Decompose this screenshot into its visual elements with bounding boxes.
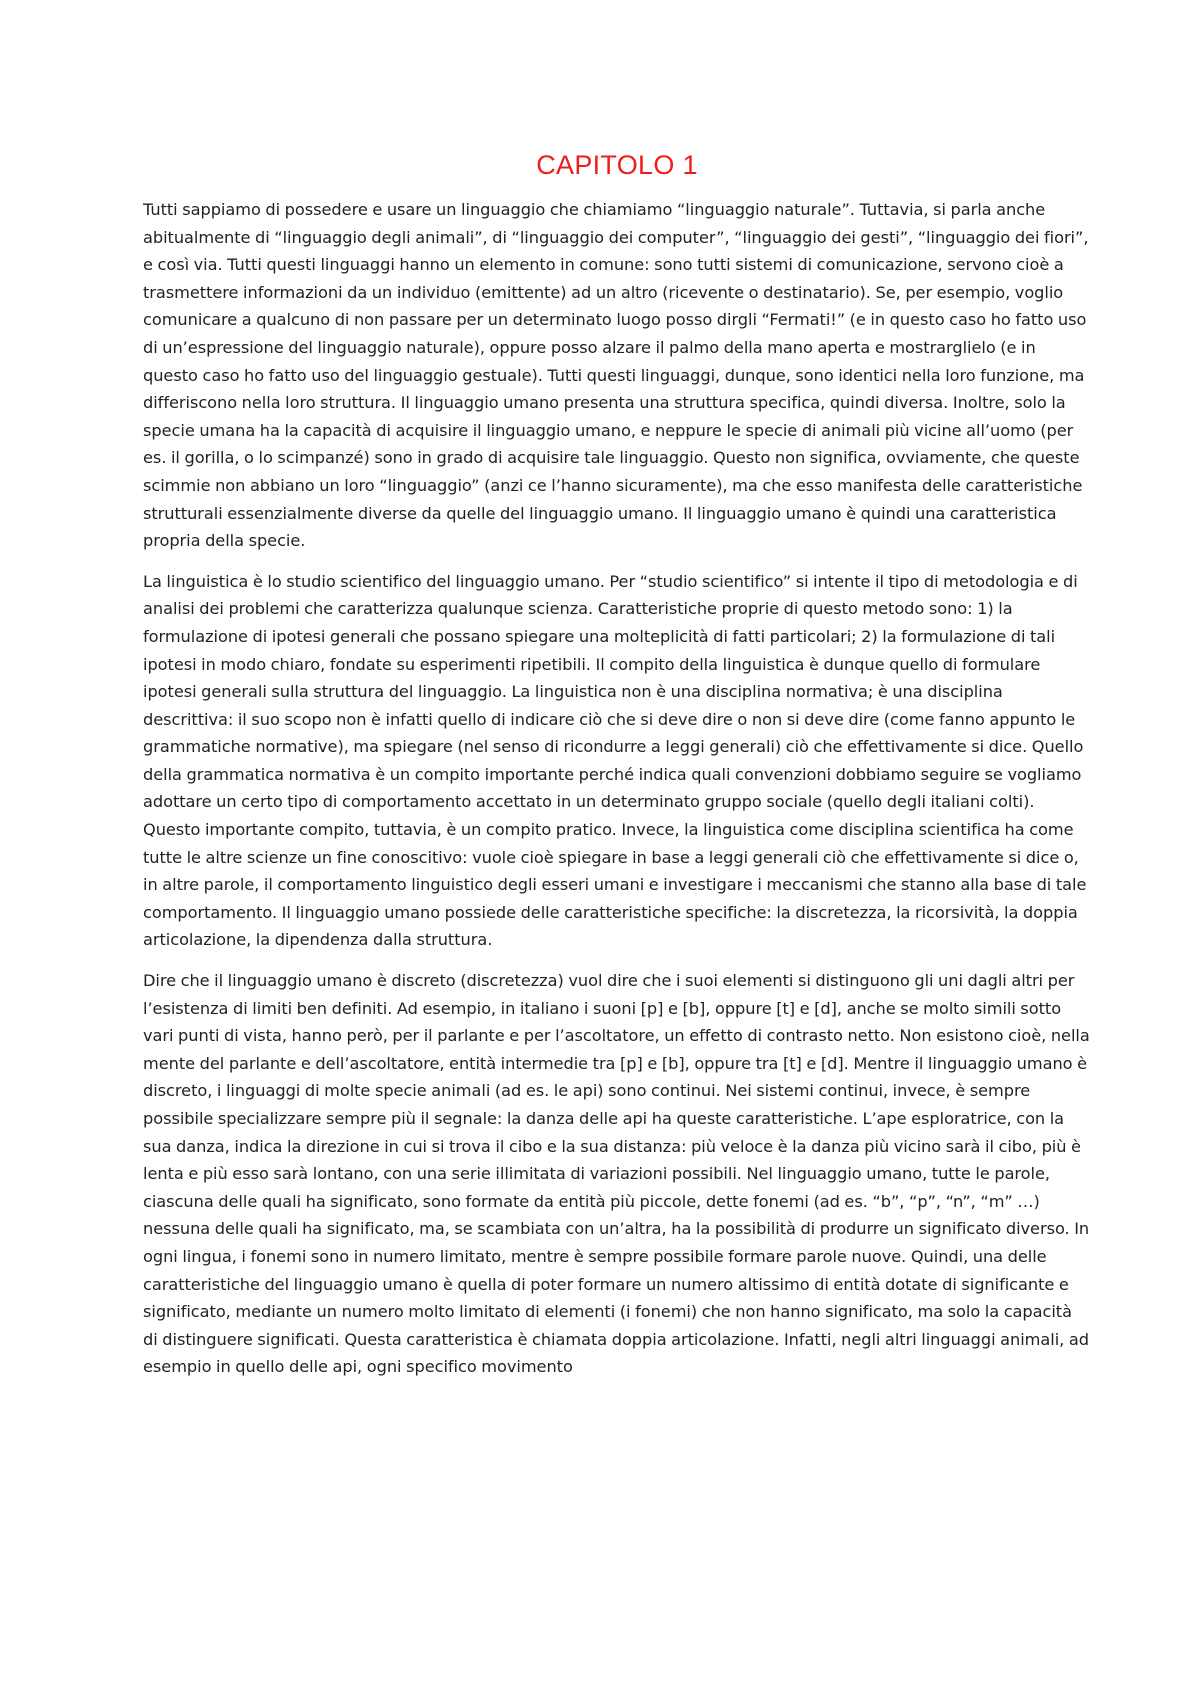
paragraph-intro: Tutti sappiamo di possedere e usare un linguaggio che chiamiamo “linguaggio naturale”. Tuttavia, si parla anche abitualmente di “linguaggio degli animali”, di “linguaggio dei computer”, “linguaggio dei gesti”, “linguaggio dei fiori”, e così via. Tutti questi linguaggi hanno un elemento in comune: sono tutti sistemi di comunicazione, servono cioè a trasmettere informazioni da un individuo (emittente) ad un altro (ricevente o destinatario). Se, per esempio, voglio comunicare a qualcuno di non passare per un determinato luogo posso dirgli “Fermati!” (e in questo caso ho fatto uso di un’espressione del linguaggio naturale), oppure posso alzare il palmo della mano aperta e mostrarglielo (e in questo caso ho fatto uso del linguaggio gestuale). Tutti questi linguaggi, dunque, sono identici nella loro funzione, ma differiscono nella loro struttura. Il linguaggio umano presenta una struttura specifica, quindi diversa. Inoltre, solo la specie umana ha la capacità di acquisire il linguaggio umano, e neppure le specie di animali più vicine all’uomo (per es. il gorilla, o lo scimpanzé) sono in grado di acquisire tale linguaggio. Questo non significa, ovviamente, che queste scimmie non abbiano un loro “linguaggio” (anzi ce l’hanno sicuramente), ma che esso manifesta delle caratteristiche strutturali essenzialmente diverse da quelle del linguaggio umano. Il linguaggio umano è quindi una caratteristica propria della specie. (143, 200, 1089, 551)
document-body (143, 148, 1091, 1394)
paragraph-discreteness: Dire che il linguaggio umano è discreto (discretezza) vuol dire che i suoi elementi si distinguono gli uni dagli altri per l’esistenza di limiti ben definiti. Ad esempio, in italiano i suoni [p] e [b], oppure [t] e [d], anche se molto simili sotto vari punti di vista, hanno però, per il parlante e per l’ascoltatore, un effetto di contrasto netto. Non esistono cioè, nella mente del parlante e dell’ascoltatore, entità intermedie tra [p] e [b], oppure tra [t] e [d]. Mentre il linguaggio umano è discreto, i linguaggi di molte specie animali (ad es. le api) sono continui. Nei sistemi continui, invece, è sempre possibile specializzare sempre più il segnale: la danza delle api ha queste caratteristiche. L’ape esploratrice, con la sua danza, indica la direzione in cui si trova il cibo e la sua distanza: più veloce è la danza più vicino sarà il cibo, più è lenta e più esso sarà lontano, con una serie illimitata di variazioni possibili. Nel linguaggio umano, tutte le parole, ciascuna delle quali ha significato, sono formate da entità più piccole, dette fonemi (ad es. “b”, “p”, “n”, “m” …) nessuna delle quali ha significato, ma, se scambiata con un’altra, ha la possibilità di produrre un significato diverso. In ogni lingua, i fonemi sono in numero limitato, mentre è sempre possibile formare parole nuove. Quindi, una delle caratteristiche del linguaggio umano è quella di poter formare un numero altissimo di entità dotate di significante e significato, mediante un numero molto limitato di elementi (i fonemi) che non hanno significato, ma solo la capacità di distinguere significati. Questa caratteristica è chiamata doppia articolazione. Infatti, negli altri linguaggi animali, ad esempio in quello delle api, ogni specifico movimento (143, 971, 1090, 1377)
paragraph-linguistics: La linguistica è lo studio scientifico del linguaggio umano. Per “studio scientifico” si intente il tipo di metodologia e di analisi dei problemi che caratterizza qualunque scienza. Caratteristiche proprie di questo metodo sono: 1) la formulazione di ipotesi generali che possano spiegare una molteplicità di fatti particolari; 2) la formulazione di tali ipotesi in modo chiaro, fondate su esperimenti ripetibili. Il compito della linguistica è dunque quello di formulare ipotesi generali sulla struttura del linguaggio. La linguistica non è una disciplina normativa; è una disciplina descrittiva: il suo scopo non è infatti quello di indicare ciò che si deve dire o non si deve dire (come fanno appunto le grammatiche normative), ma spiegare (nel senso di ricondurre a leggi generali) ciò che effettivamente si dice. Quello della grammatica normativa è un compito importante perché indica quali convenzioni dobbiamo seguire se vogliamo adottare un certo tipo di comportamento accettato in un determinato gruppo sociale (quello degli italiani colti). Questo importante compito, tuttavia, è un compito pratico. Invece, la linguistica come disciplina scientifica ha come tutte le altre scienze un fine conoscitivo: vuole cioè spiegare in base a leggi generali ciò che effettivamente si dice o, in altre parole, il comportamento linguistico degli esseri umani e investigare i meccanismi che stanno alla base di tale comportamento. Il linguaggio umano possiede delle caratteristiche specifiche: la discretezza, la ricorsività, la doppia articolazione, la dipendenza dalla struttura. (143, 571, 1087, 950)
chapter-title: CAPITOLO 1 (536, 150, 698, 180)
